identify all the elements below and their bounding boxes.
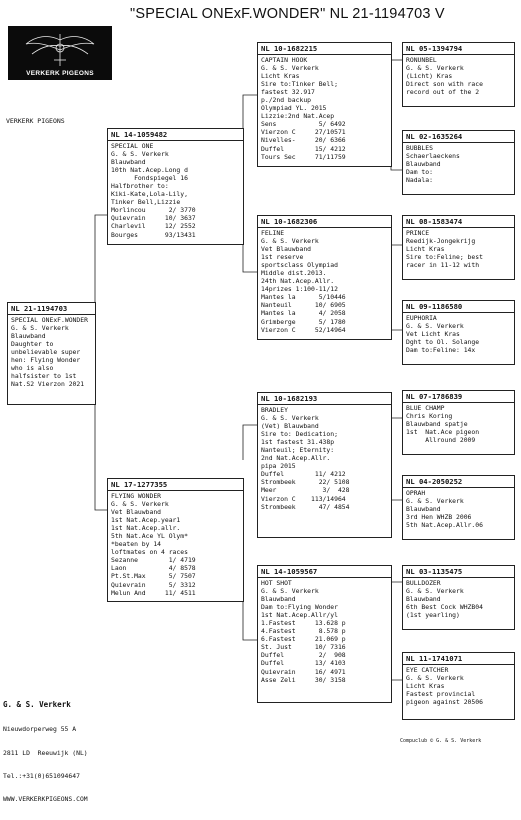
address-line: Nieuwdorperweg 55 A [3,725,77,734]
ring-number: NL 21-1194703 [8,304,95,315]
race-result: Charlevil 12/ 2552 [111,222,196,231]
detail-line: Licht Kras [406,245,445,254]
ring-number: NL 10-1682306 [258,217,391,228]
detail-line: 1st Nat.Acep.Allr/yl [261,611,338,620]
detail-line: Sire to:Feline; best [406,253,483,262]
detail-line: Blauwband spatje [406,420,468,429]
pigeon-name: BRADLEY [261,406,288,414]
dam-card [107,478,244,602]
detail-line: Blauwband [261,595,296,604]
race-result: Mantes la 5/10446 [261,293,346,302]
race-result: Vierzon C 52/14964 [261,325,346,334]
detail-line: halfsister to 1st [11,372,77,381]
detail-line: 4.Fastest 8.578 p [261,627,346,636]
ring-number: NL 10-1682215 [258,44,391,55]
dam-sire-dam-card [402,475,515,540]
detail-line: 24th Nat.Acep.Allr. [261,277,335,286]
ring-number: NL 03-1135475 [403,567,514,578]
dam-sire-card [257,392,392,538]
race-result: Laon 4/ 8578 [111,564,196,573]
detail-line: Chris Koring [406,412,453,421]
detail-line: Dght to Ol. Solange [406,338,480,347]
ring-number: NL 14-1059567 [258,567,391,578]
race-result: Quievrain 10/ 3637 [111,214,196,223]
pigeon-name: BLUE CHAMP [406,404,445,412]
sire-dam-sire-card [402,215,515,280]
race-result: Strombeek 22/ 5108 [261,478,350,487]
pigeon-name: BULLDOZER [406,579,441,587]
detail-line: Vet Licht Kras [406,330,460,339]
detail-line: Blauwband [111,158,146,167]
sire-sire-card [257,42,392,167]
pigeon-name: CAPTAIN HOOK [261,56,308,64]
detail-line: loftmates on 4 races [111,548,188,557]
detail-line: 1st Nat.Ace pigeon [406,428,480,437]
race-result: Nanteuil 10/ 6905 [261,301,346,310]
detail-line: Nanteuil; Eternity: [261,446,335,455]
pigeon-name: RONUNBEL [406,56,437,64]
detail-line: Daughter to [11,340,54,349]
ring-number: NL 05-1394794 [403,44,514,55]
detail-line: Blauwband [406,595,441,604]
race-result: Duffel 13/ 4103 [261,659,346,668]
race-result: Vierzon C 27/10571 [261,128,346,137]
detail-line: record out of the 2 [406,88,480,97]
detail-line: Nadala: [406,176,433,185]
detail-line: Dam to:Feline: 14x [406,346,476,355]
sire-card [107,128,244,245]
race-result: Tours Sec 71/11759 [261,152,346,161]
race-result: Strombeek 47/ 4854 [261,502,350,511]
pigeon-name: PRINCE [406,229,430,237]
detail-line: *beaten by 14 [111,540,162,549]
logo-text: VERKERK PIGEONS [26,70,94,77]
ring-number: NL 14-1059482 [108,130,243,141]
detail-line: Halfbrother to: [111,182,169,191]
detail-line: Sire to: Dedication; [261,430,338,439]
detail-line: Nat.S2 Vierzon 2021 [11,380,85,389]
detail-line: Lizzie:2nd Nat.Acep [261,112,335,121]
detail-line: G. & S. Verkerk [406,587,464,596]
detail-line: who is also [11,364,54,373]
pigeon-name: FELINE [261,229,285,237]
sire-sire-dam-card [402,130,515,195]
ring-number: NL 09-1186580 [403,302,514,313]
detail-line: Vet Blauwband [261,245,312,254]
detail-line: G. & S. Verkerk [261,414,319,423]
detail-line: racer in 11-12 with [406,261,480,270]
subject-pigeon-card [7,302,96,405]
detail-line: Sire to:Tinker Bell; [261,80,338,89]
detail-line: hen: Flying Wonder [11,356,81,365]
detail-line: unbelievable super [11,348,81,357]
race-result: Pt.St.Max 5/ 7507 [111,572,196,581]
detail-line: (1st yearling) [406,611,460,620]
detail-line: 10th Nat.Acep.Long d [111,166,188,175]
race-result: Vierzon C 113/14964 [261,494,346,503]
detail-line: 1.Fastest 13.628 p [261,619,346,628]
dam-dam-sire-card [402,565,515,630]
detail-line: G. & S. Verkerk [406,497,464,506]
race-result: Mantes la 4/ 2058 [261,309,346,318]
race-result: Melun And 11/ 4511 [111,588,196,597]
detail-line: pigeon against 20506 [406,698,483,707]
detail-line: Fondspiegel 16 [111,174,188,183]
ring-number: NL 08-1583474 [403,217,514,228]
pigeon-name: HOT SHOT [261,579,292,587]
detail-line: Reedijk-Jongekrijg [406,237,476,246]
race-result: Grimberge 5/ 1780 [261,317,346,326]
detail-line: Dam to: [406,168,433,177]
sire-dam-card [257,215,392,340]
pigeon-name: EUPHORIA [406,314,437,322]
detail-line: Middle dist.2013. [261,269,327,278]
detail-line: Licht Kras [261,72,300,81]
sire-dam-dam-card [402,300,515,365]
detail-line: G. & S. Verkerk [406,674,464,683]
breeder-contact-block [3,683,88,820]
detail-line: Fastest provincial [406,690,476,699]
race-result: Sezanne 1/ 4719 [111,556,196,565]
detail-line: Blauwband [406,160,441,169]
detail-line: 1st fastest 31.438p [261,438,335,447]
detail-line: Vet Blauwband [111,508,162,517]
pigeon-name: SPECIAL ONExF.WONDER [11,316,88,324]
race-result: Quievrain 16/ 4971 [261,667,346,676]
detail-line: 1st Nat.Acep.year1 [111,516,181,525]
pigeon-name: SPECIAL ONE [111,142,154,150]
race-result: Duffel 15/ 4212 [261,144,346,153]
detail-line: fastest 32.917 [261,88,315,97]
ring-number: NL 02-1635264 [403,132,514,143]
detail-line: G. & S. Verkerk [111,500,169,509]
detail-line: G. & S. Verkerk [406,322,464,331]
breeder-name: G. & S. Verkerk [3,699,71,709]
detail-line: G. & S. Verkerk [111,150,169,159]
detail-line: sportsclass Olympiad [261,261,338,270]
detail-line: (Licht) Kras [406,72,453,81]
detail-line: 1st reserve [261,253,304,262]
page-title: "SPECIAL ONExF.WONDER" NL 21-1194703 V [130,6,445,22]
race-result: Meer 3/ 428 [261,486,350,495]
detail-line: 5th Nat.Acep.Allr.06 [406,521,483,530]
side-label: VERKERK PIGEONS [6,117,65,125]
ring-number: NL 10-1682193 [258,394,391,405]
detail-line: G. & S. Verkerk [406,64,464,73]
footer-credit: Compuclub © G. & S. Verkerk [400,738,482,744]
detail-line: 6.Fastest 21.069 p [261,635,346,644]
detail-line: Blauwband [11,332,46,341]
race-result: Duffel 2/ 908 [261,651,346,660]
detail-line: (Vet) Blauwband [261,422,319,431]
detail-line: Allround 2009 [406,436,476,445]
dam-dam-dam-card [402,652,515,720]
detail-line: Olympiad YL. 2015 [261,104,327,113]
race-result: St. Just 10/ 7316 [261,643,346,652]
pigeon-name: BUBBLES [406,144,433,152]
detail-line: Kiki-Kate,Lola-Lily, [111,190,188,199]
dam-dam-card [257,565,392,703]
ring-number: NL 07-1786839 [403,392,514,403]
detail-line: G. & S. Verkerk [261,64,319,73]
sire-sire-sire-card [402,42,515,107]
website-line: WWW.VERKERKPIGEONS.COM [3,795,88,804]
detail-line: G. & S. Verkerk [261,237,319,246]
detail-line: Dam to:Flying Wonder [261,603,338,612]
detail-line: Tinker Bell,Lizzie [111,198,181,207]
race-result: Bourges 93/13431 [111,230,196,239]
ring-number: NL 04-2050252 [403,477,514,488]
race-result: Nivelles- 20/ 6366 [261,136,346,145]
pigeon-name: EYE CATCHER [406,666,449,674]
detail-line: 14prizes 1:100-11/12 [261,285,338,294]
postal-line: 2811 LD Reeuwijk (NL) [3,748,88,757]
dam-sire-sire-card [402,390,515,455]
detail-line: G. & S. Verkerk [11,324,69,333]
ring-number: NL 11-1741071 [403,654,514,665]
race-result: Duffel 11/ 4212 [261,470,346,479]
detail-line: G. & S. Verkerk [261,587,319,596]
ring-number: NL 17-1277355 [108,480,243,491]
detail-line: 1st Nat.Acep.allr. [111,524,181,533]
detail-line: Licht Kras [406,682,445,691]
detail-line: 6th Best Cock WHZB04 [406,603,483,612]
detail-line: p./2nd backup [261,96,312,105]
detail-line: 3rd Hen WHZB 2006 [406,513,472,522]
race-result: Sens 5/ 6492 [261,120,346,129]
detail-line: Blauwband [406,505,441,514]
race-result: Asse Zeli 30/ 3158 [261,675,346,684]
detail-line: Direct son with race [406,80,483,89]
detail-line: Schaerlaeckens [406,152,460,161]
detail-line: 2nd Nat.Acep.Allr. [261,454,331,463]
pigeon-name: OPRAH [406,489,426,497]
race-result: Quievrain 5/ 3312 [111,580,196,589]
phone-line: Tel.:+31(0)651094647 [3,771,80,780]
detail-line: pipa 2015 [261,462,296,471]
pigeon-name: FLYING WONDER [111,492,162,500]
race-result: Morlincou 2/ 3770 [111,206,196,215]
detail-line: 5th Nat.Ace YL Olym* [111,532,188,541]
